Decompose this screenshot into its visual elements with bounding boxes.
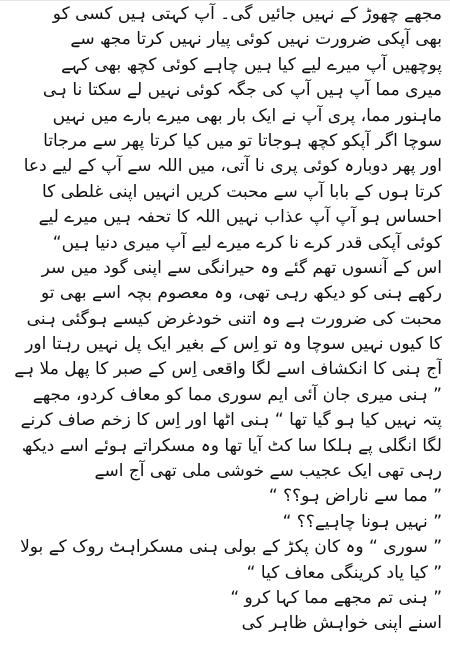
text-line: بھی آپکی ضرورت نہیں کوئی پیار نہیں کرتا مجھ سے	[70, 29, 442, 50]
text-line: ” سوری “ وہ کان پکڑ کے بولی ہنی مسکراہٹ روک کے بولا	[20, 537, 442, 558]
text-line: ” ہنی میری جان آئی ایم سوری مما کو معاف کردو، مجھے	[32, 384, 442, 405]
text-line: اس کے آنسوں تھم گئے وہ حیرانگی سے اپنی گود میں سر	[41, 257, 442, 278]
text-line: آج ہنی کا انکشاف اسے لگا واقعی اِس کے صبر کا پھل ملا ہے	[14, 359, 442, 380]
text-line: رکھے ہنی کو دیکھ رہی تھی، وہ معصوم بچہ اسے بھی تو	[40, 283, 442, 304]
text-line: احساس ہو آپ آپ عذاب نہیں اللہ کا تحفہ ہیں میرے لیے	[38, 207, 442, 228]
text-line: رہی تھی ایک عجیب سے خوشی ملی تھی آج اسے	[94, 461, 442, 482]
text-line: سوچا اگر آپکو کچھ ہوجاتا تو میں کیا کرتا پھر سے مرجاتا	[43, 130, 442, 151]
text-line: ماہنور مما، پری آپ نے ایک بار بھی میرے بارے میں نہیں	[52, 105, 442, 126]
text-line: اور پھر دوبارہ کوئی پری نا آتی، میں اللہ سے آپ کے لیے دعا	[23, 156, 442, 177]
text-line: ” ہنی تم مجھے مما کہا کرو “	[230, 587, 442, 608]
text-line: کوئی آپکی قدر کرے نا کرے میرے لیے آپ میری دنیا ہیں“	[52, 232, 442, 253]
text-line: پتہ نہیں کیا ہو گیا تھا “ ہنی اٹھا اور اِس کا زخم صاف کرنے	[20, 410, 442, 431]
text-line: اسنے اپنی خواہش ظاہر کی	[241, 613, 442, 634]
text-line: پوچھیں آپ میرے لیے کیا ہیں چاہے کوئی کچھ بھی کہے	[61, 54, 442, 75]
text-line: محبت کی ضرورت ہے وہ اتنی خودغرض کیسے ہوگئی ہنی	[26, 308, 442, 329]
text-line: لگا انگلی پے ہلکا سا کٹ آیا تھا وہ مسکراتے ہوئے اسے دیکھ	[21, 435, 442, 456]
text-line: ” مما سے ناراض ہو؟؟ “	[268, 486, 442, 507]
text-line: مجھے چھوڑ کے نہیں جائیں گی۔ آپ کہتی ہیں کسی کو	[52, 4, 442, 24]
text-line: ” کیا یاد کرینگی معاف کیا “	[246, 562, 442, 583]
text-line: میری مما آپ ہیں آپ کی جگہ کوئی نہیں لے سکتا نا ہی	[42, 80, 442, 101]
text-line: ” نہیں ہونا چاہیے؟؟ “	[282, 511, 442, 532]
text-line: کا کیوں نہیں سوچا وہ تو اِس کے بغیر ایک پل نہیں رہتا اور	[25, 334, 442, 355]
text-line: کرتا ہوں کے بابا آپ سے محبت کریں انہیں اپنی غلطی کا	[41, 181, 442, 202]
